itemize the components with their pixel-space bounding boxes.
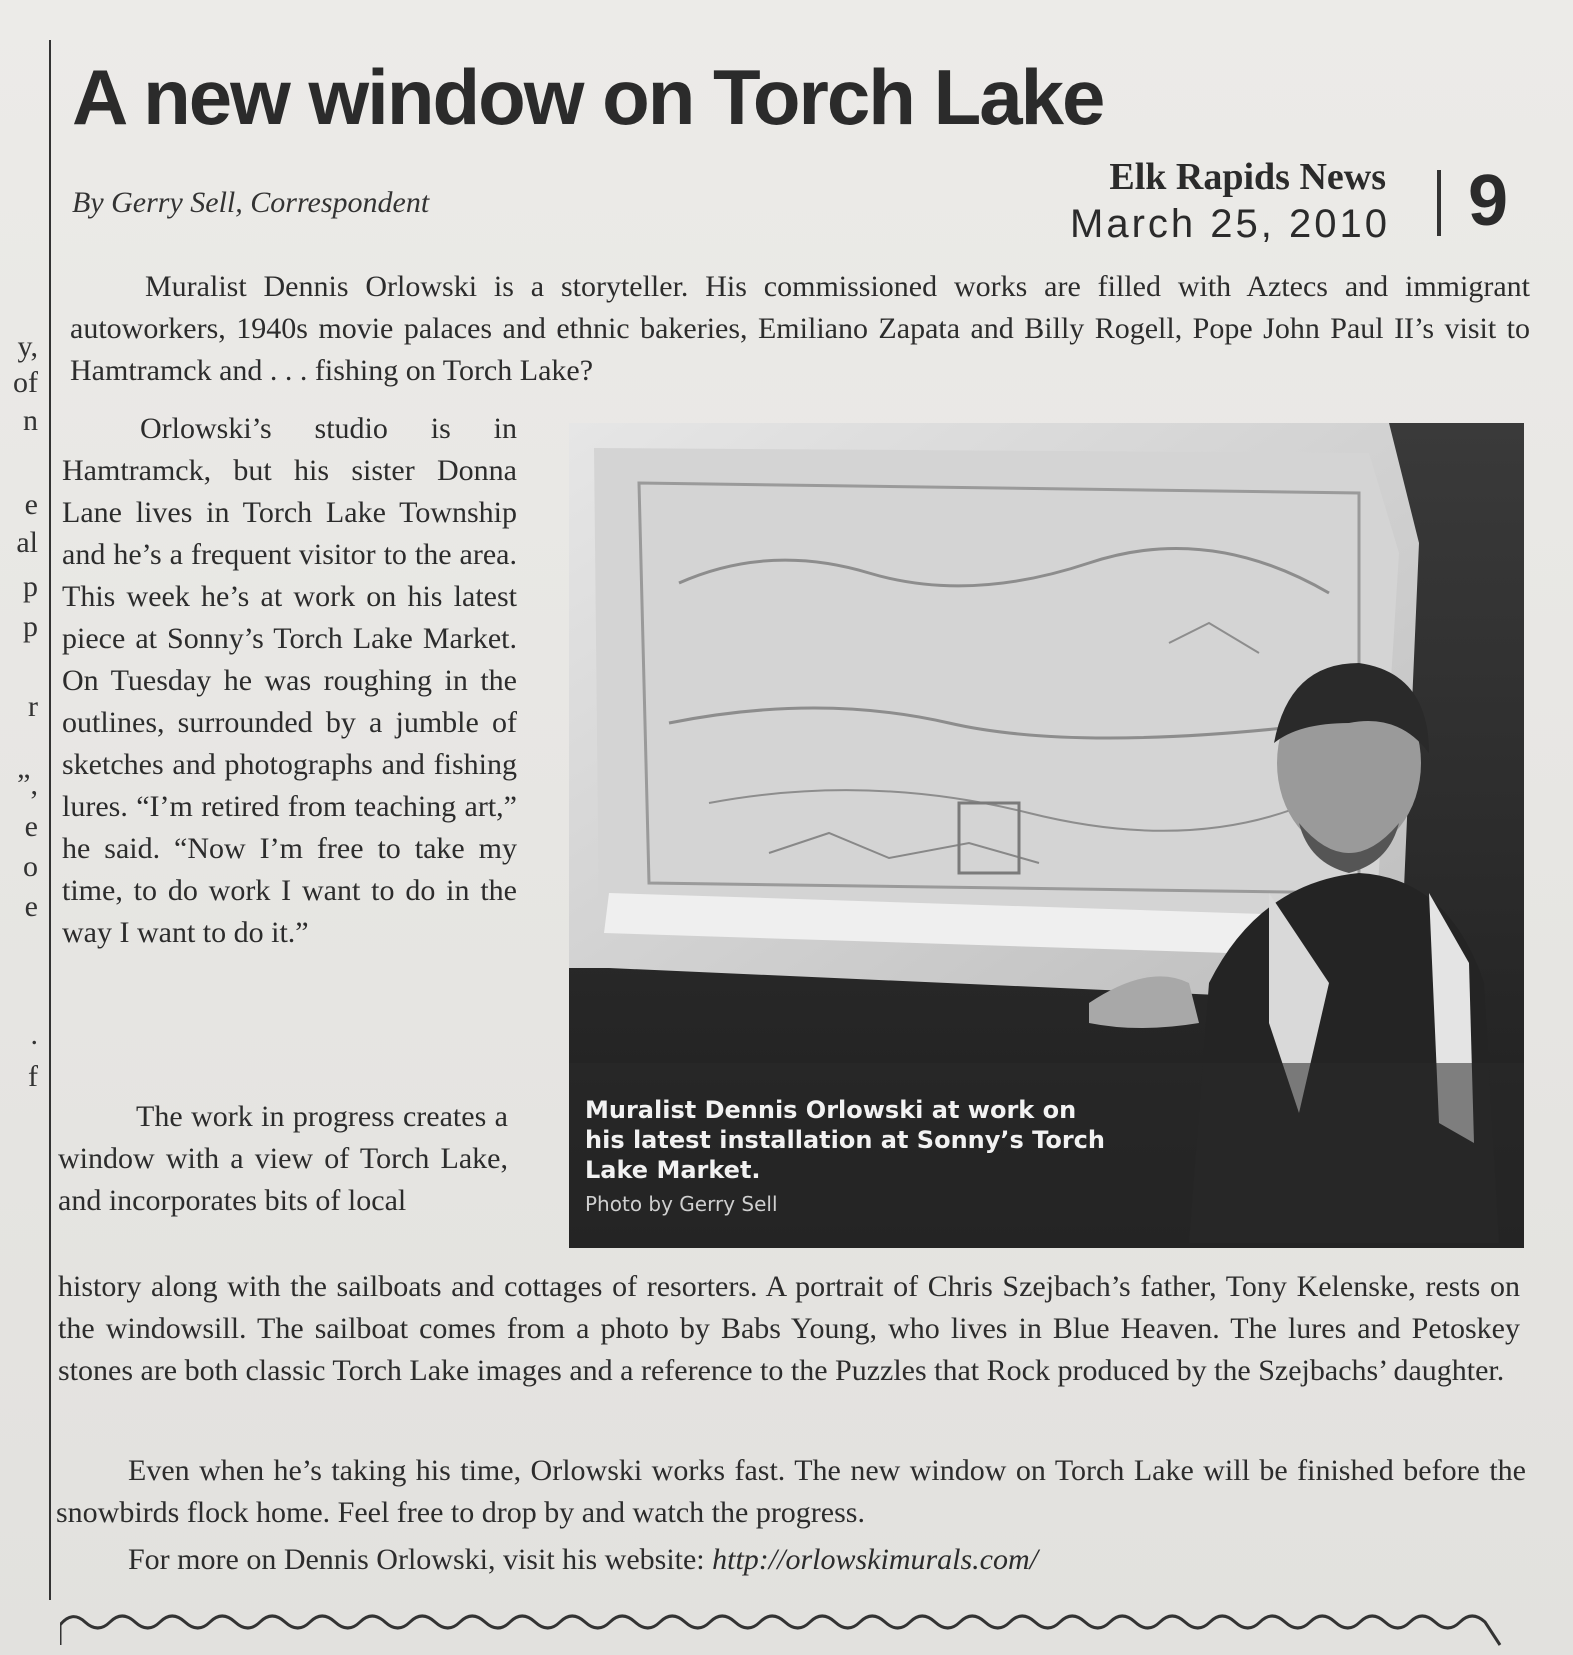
fragment-text: p xyxy=(23,610,38,643)
fragment-text: . xyxy=(30,1018,38,1051)
newspaper-name: Elk Rapids News xyxy=(1109,156,1386,198)
issue-date: March 25, 2010 xyxy=(1070,202,1390,246)
column-divider xyxy=(49,40,51,1600)
masthead-divider xyxy=(1437,170,1441,236)
article-paragraph-studio: Orlowski’s studio is in Hamtramck, but his sister Donna Lane lives in Torch Lake Township and he’s a frequent visitor to the area. This week he’s at work on his latest piece at Sonny’s Torch Lake Market. On Tuesday he was roughing in the outlines, surrounded by a jumble of sketches and photographs and fishing lures. “I’m retired from teaching art,” he said. “Now I’m free to take my time, to do work I want to do in the way I want to do it.” xyxy=(62,412,517,949)
fragment-text: e xyxy=(24,488,38,521)
fragment-text: n xyxy=(23,404,38,437)
fragment-text: o xyxy=(23,850,38,883)
article-paragraph-window-start: The work in progress creates a window with a view of Torch Lake, and incorporates bits of local xyxy=(58,1100,508,1217)
article-paragraph-website xyxy=(128,1539,1428,1581)
fragment-text: f xyxy=(28,1060,38,1093)
adjacent-column-fragment xyxy=(0,0,44,1655)
fragment-text: of xyxy=(13,366,38,399)
fragment-text: p xyxy=(23,570,38,603)
website-lead-text: For more on Dennis Orlowski, visit his website: xyxy=(128,1543,713,1576)
fragment-text: e xyxy=(24,810,38,843)
decorative-border xyxy=(60,1600,1510,1650)
byline: By Gerry Sell, Correspondent xyxy=(72,186,430,219)
fragment-text: e xyxy=(24,890,38,923)
masthead xyxy=(930,155,1390,249)
photo-credit: Photo by Gerry Sell xyxy=(585,1192,778,1216)
website-link[interactable]: http://orlowskimurals.com/ xyxy=(712,1543,1038,1576)
article-paragraph-fast: Even when he’s taking his time, Orlowski works fast. The new window on Torch Lake will be finished before the snowbirds flock home. Feel free to drop by and watch the progress. xyxy=(56,1454,1526,1529)
article-paragraph-window-end: history along with the sailboats and cottages of resorters. A portrait of Chris Szejbach’s father, Tony Kelenske, rests on the windowsill. The sailboat comes from a photo by Babs Young, who lives in Blue Heaven. The lures and Petoskey stones are both classic Torch Lake images and a reference to the Puzzles that Rock produced by the Szejbachs’ daughter. xyxy=(58,1270,1520,1387)
photo-caption: Muralist Dennis Orlowski at work on his latest installation at Sonny’s Torch Lake Market. xyxy=(585,1096,1105,1184)
fragment-text: ”, xyxy=(17,768,38,801)
article-paragraph-intro: Muralist Dennis Orlowski is a storyteller. His commissioned works are filled with Aztecs and immigrant autoworkers, 1940s movie palaces and ethnic bakeries, Emiliano Zapata and Billy Rogell, Pope John Paul II’s visit to Hamtramck and . . . fishing on Torch Lake? xyxy=(70,270,1530,387)
fragment-text: y, xyxy=(17,330,38,363)
page-number: 9 xyxy=(1468,161,1509,241)
fragment-text: al xyxy=(16,526,38,559)
fragment-text: r xyxy=(28,690,38,723)
headline: A new window on Torch Lake xyxy=(72,53,1104,141)
